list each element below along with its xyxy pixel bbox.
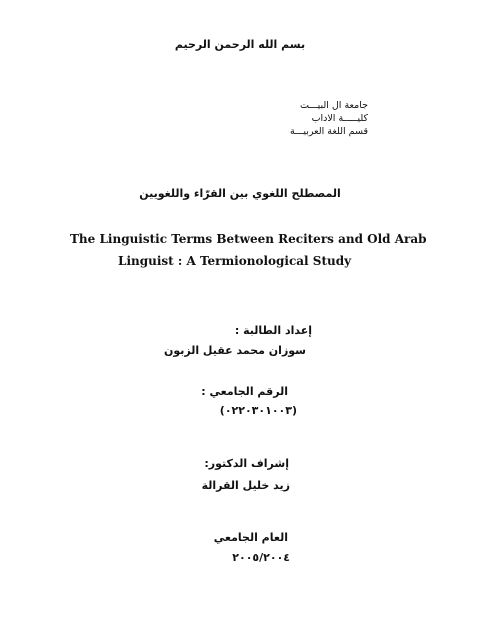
student-name: سوزان محمد عقيل الزبون (163, 344, 306, 357)
student-number-label: الرقم الجامعي : (201, 385, 288, 398)
supervisor-label: إشراف الدكتور: (204, 457, 289, 470)
title-arabic: المصطلح اللغوي بين القرّاء واللغويين (139, 187, 341, 200)
student-number-value: (٠٢٢٠٣٠١٠٠٣) (219, 404, 297, 417)
prepared-by-label: إعداد الطالبة : (234, 324, 312, 337)
title-english-line-1: The Linguistic Terms Between Reciters and Old Arab (70, 232, 427, 246)
academic-year-label: العام الجامعي (213, 531, 288, 544)
university-name: جامعة ال البيـــت (299, 100, 368, 111)
faculty-name: كليـــــة الاداب (311, 113, 368, 124)
academic-year-value: ٢٠٠٥/٢٠٠٤ (232, 551, 290, 564)
title-english-line-2: Linguist : A Termionological Study (118, 254, 352, 268)
supervisor-name: زيد خليل القرالة (201, 479, 290, 492)
department-name: قسم اللغة العربيـــة (289, 126, 368, 137)
basmala: بسم الله الرحمن الرحيم (174, 38, 306, 51)
